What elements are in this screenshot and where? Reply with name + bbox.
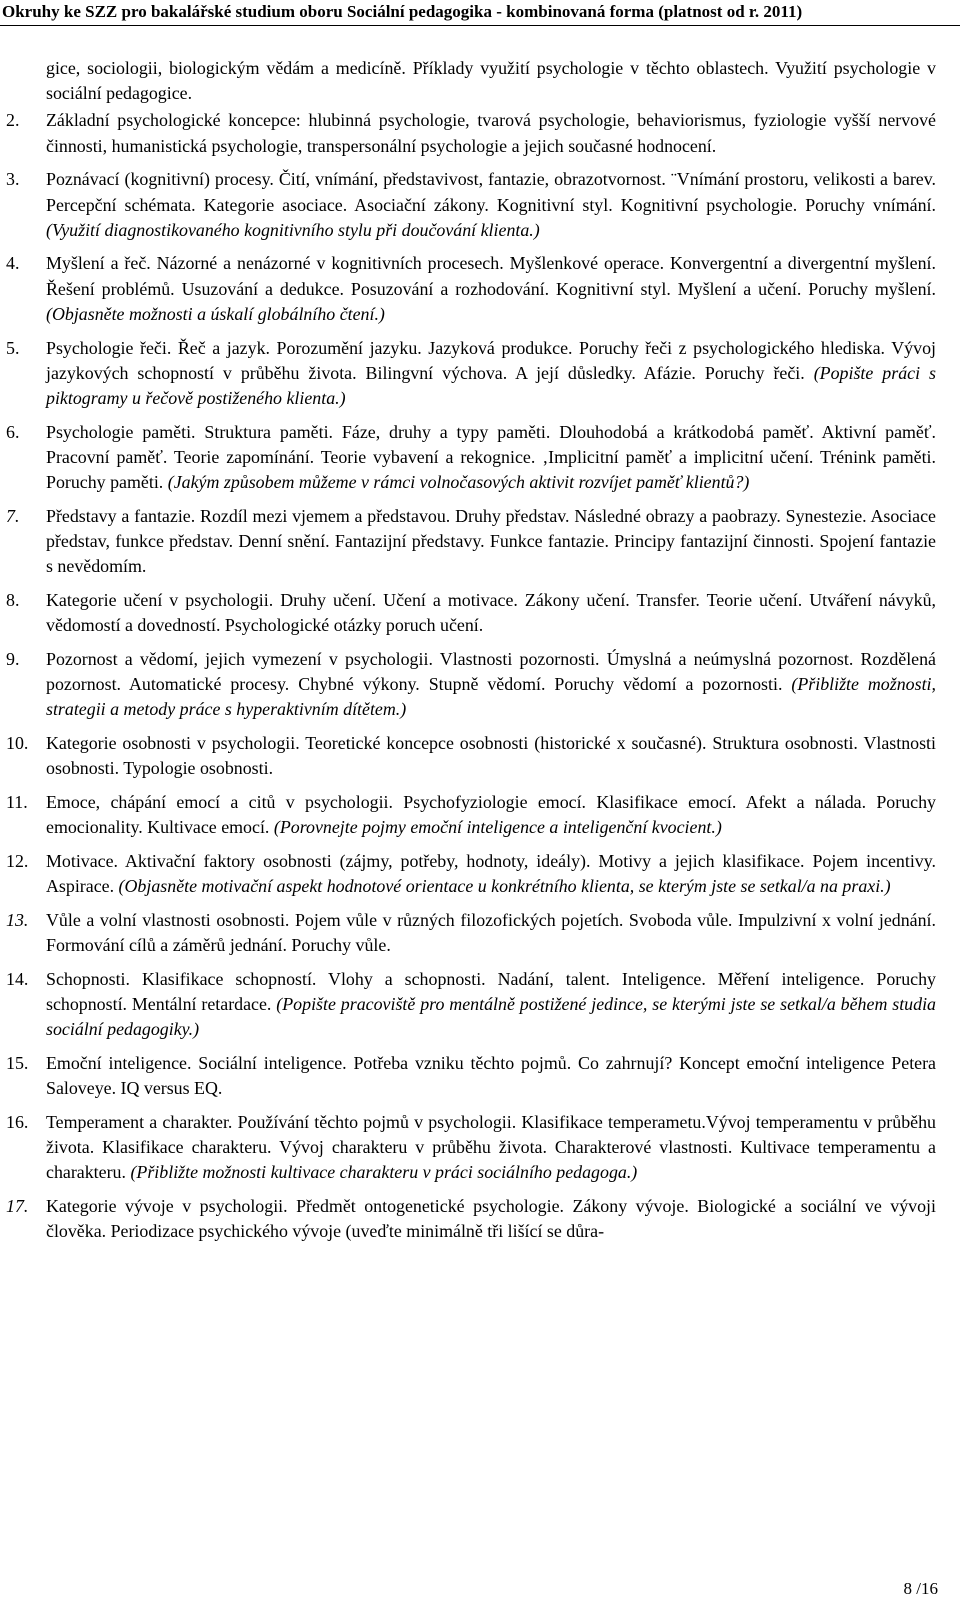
topic-item — [6, 1051, 936, 1101]
topic-assignment-note: (Jakým způsobem můžeme v rámci volnočasových aktivit rozvíjet paměť klientů?) — [167, 472, 750, 493]
topic-item — [6, 420, 936, 496]
page-number: 8 /16 — [903, 1579, 938, 1598]
topic-item — [6, 1110, 936, 1186]
topic-number: 11. — [6, 791, 28, 812]
topic-text: Myšlení a řeč. Názorné a nenázorné v kognitivních procesech. Myšlenkové operace. Konvergentní a divergentní myšlení. Řešení problémů. Usuzování a dedukce. Posuzování a rozhodování. Kognitivní styl. Myšlení a učení. Poruchy myšlení. — [46, 253, 936, 299]
topic-assignment-note: (Přibližte možnosti kultivace charakteru v práci sociálního pedagoga.) — [130, 1161, 638, 1182]
topic-text: Psychologie paměti. Struktura paměti. Fáze, druhy a typy paměti. Dlouhodobá a krátkodobá paměť. Aktivní paměť. Pracovní paměť. Teorie zapomínání. Teorie vybavení a rekognice. ‚Implicitní paměť a implicitní učení. Trénink paměti. Poruchy paměti. — [46, 421, 936, 493]
topic-number: 14. — [6, 968, 29, 989]
topic-number: 4. — [6, 253, 20, 274]
topic-assignment-note: (Využití diagnostikovaného kognitivního stylu při doučování klienta.) — [46, 219, 540, 240]
topic-text: Základní psychologické koncepce: hlubinná psychologie, tvarová psychologie, behaviorismus, fyziologie vyšší nervové činnosti, humanistická psychologie, transpersonální psychologie a jejich současné hodnocení. — [46, 110, 936, 156]
topic-assignment-note: (Objasněte možnosti a úskalí globálního čtení.) — [46, 303, 385, 324]
topic-assignment-note: (Přibližte možnosti, strategii a metody práce s hyperaktivním dítětem.) — [46, 673, 936, 720]
topic-number: 2. — [6, 110, 20, 131]
topic-list — [6, 108, 936, 1244]
topic-number: 9. — [6, 648, 20, 669]
topic-item — [6, 108, 936, 158]
topic-number: 5. — [6, 337, 20, 358]
topic-item — [6, 336, 936, 412]
topic-text: Vůle a volní vlastnosti osobnosti. Pojem vůle v různých filozofických pojetích. Svoboda vůle. Impulzivní x volní jednání. Formování cílů a záměrů jednání. Poruchy vůle. — [46, 909, 936, 955]
topic-text: Psychologie řeči. Řeč a jazyk. Porozumění jazyku. Jazyková produkce. Poruchy řeči z psychologického hlediska. Vývoj jazykových schopností v průběhu života. Bilingvní výchova. A její důsledky. Afázie. Poruchy řeči. — [46, 337, 936, 383]
header-title: Okruhy ke SZZ pro bakalářské studium oboru Sociální pedagogika - kombinovaná forma (platnost od r. 2011) — [2, 2, 803, 21]
topic-assignment-note: (Popište práci s piktogramy u řečově postiženého klienta.) — [46, 362, 936, 408]
topic-item — [6, 251, 936, 327]
topic-number: 8. — [6, 589, 20, 610]
document-body — [6, 56, 936, 1253]
topic-item — [6, 849, 936, 899]
topic-number: 3. — [6, 169, 20, 190]
topic-assignment-note: (Porovnejte pojmy emoční inteligence a inteligenční kvocient.) — [273, 816, 722, 837]
topic-assignment-note: (Objasněte motivační aspekt hodnotové orientace u konkrétního klienta, se kterým jste se setkal/a na praxi.) — [118, 875, 891, 896]
topic-number: 13. — [6, 909, 29, 930]
topic-text: Schopnosti. Klasifikace schopností. Vlohy a schopnosti. Nadání, talent. Inteligence. Měření inteligence. Poruchy schopností. Mentální retardace. — [46, 968, 936, 1014]
topic-item — [6, 1194, 936, 1244]
topic-number: 7. — [6, 505, 20, 526]
running-header — [0, 0, 960, 26]
topic-text: Představy a fantazie. Rozdíl mezi vjemem a představou. Druhy představ. Následné obrazy a paobrazy. Synestezie. Asociace představ, funkce představ. Denní snění. Fantazijní představy. Funkce fantazie. Principy fantazijní činnosti. Spojení fantazie s nevědomím. — [46, 505, 936, 577]
topic-item — [6, 647, 936, 723]
topic-text: Kategorie osobnosti v psychologii. Teoretické koncepce osobnosti (historické x současné). Struktura osobnosti. Vlastnosti osobnosti. Typologie osobnosti. — [46, 732, 936, 779]
topic-number: 17. — [6, 1195, 29, 1216]
topic-assignment-note: (Popište pracoviště pro mentálně postižené jedince, se kterými jste se setkal/a během studia sociální pedagogiky.) — [46, 993, 936, 1039]
topic-text: Emoční inteligence. Sociální inteligence. Potřeba vzniku těchto pojmů. Co zahrnují? Koncept emoční inteligence Petera Saloveye. IQ versus EQ. — [46, 1052, 936, 1098]
topic-number: 12. — [6, 850, 29, 871]
topic-text: Motivace. Aktivační faktory osobnosti (zájmy, potřeby, hodnoty, ideály). Motivy a jejich klasifikace. Pojem incentivy. Aspirace. — [46, 850, 936, 896]
topic-text: Poznávací (kognitivní) procesy. Čití, vnímání, představivost, fantazie, obrazotvornost. ¨Vnímání prostoru, velikosti a barev. Percepční schémata. Kategorie asociace. Asociační zákony. Kognitivní styl. Kognitivní psychologie. Poruchy vnímání. — [46, 169, 936, 215]
continuation-text: gice, sociologii, biologickým vědám a medicíně. Příklady využití psychologie v těchto oblastech. Využití psychologie v sociální pedagogice. — [46, 58, 936, 104]
topic-item — [6, 167, 936, 243]
topic-text: Kategorie učení v psychologii. Druhy učení. Učení a motivace. Zákony učení. Transfer. Teorie učení. Utváření návyků, vědomostí a dovedností. Psychologické otázky poruch učení. — [46, 589, 936, 636]
topic-number: 10. — [6, 732, 29, 753]
topic-item — [6, 731, 936, 781]
topic-item — [6, 908, 936, 958]
topic-item — [6, 967, 936, 1043]
topic-text: Emoce, chápání emocí a citů v psychologii. Psychofyziologie emocí. Klasifikace emocí. Afekt a nálada. Poruchy emocionality. Kultivace emocí. — [46, 791, 936, 837]
topic-text: Kategorie vývoje v psychologii. Předmět ontogenetické psychologie. Zákony vývoje. Biologické a sociální ve vývoji člověka. Periodizace psychického vývoje (uveďte minimálně tři lišící se důra- — [46, 1195, 936, 1241]
continuation-paragraph — [6, 56, 936, 106]
topic-text: Pozornost a vědomí, jejich vymezení v psychologii. Vlastnosti pozornosti. Úmyslná a neúmyslná pozornost. Rozdělená pozornost. Automatické procesy. Chybné výkony. Stupně vědomí. Poruchy vědomí a pozornosti. — [46, 648, 936, 694]
topic-item — [6, 790, 936, 840]
topic-item — [6, 504, 936, 580]
topic-number: 15. — [6, 1052, 29, 1073]
topic-text: Temperament a charakter. Používání těchto pojmů v psychologii. Klasifikace temperametu.Vývoj temperamentu v průběhu života. Klasifikace charakteru. Vývoj charakteru v průběhu života. Charakterové vlastnosti. Kultivace temperamentu a charakteru. — [46, 1111, 936, 1182]
topic-number: 6. — [6, 421, 20, 442]
topic-item — [6, 588, 936, 638]
topic-number: 16. — [6, 1111, 29, 1132]
